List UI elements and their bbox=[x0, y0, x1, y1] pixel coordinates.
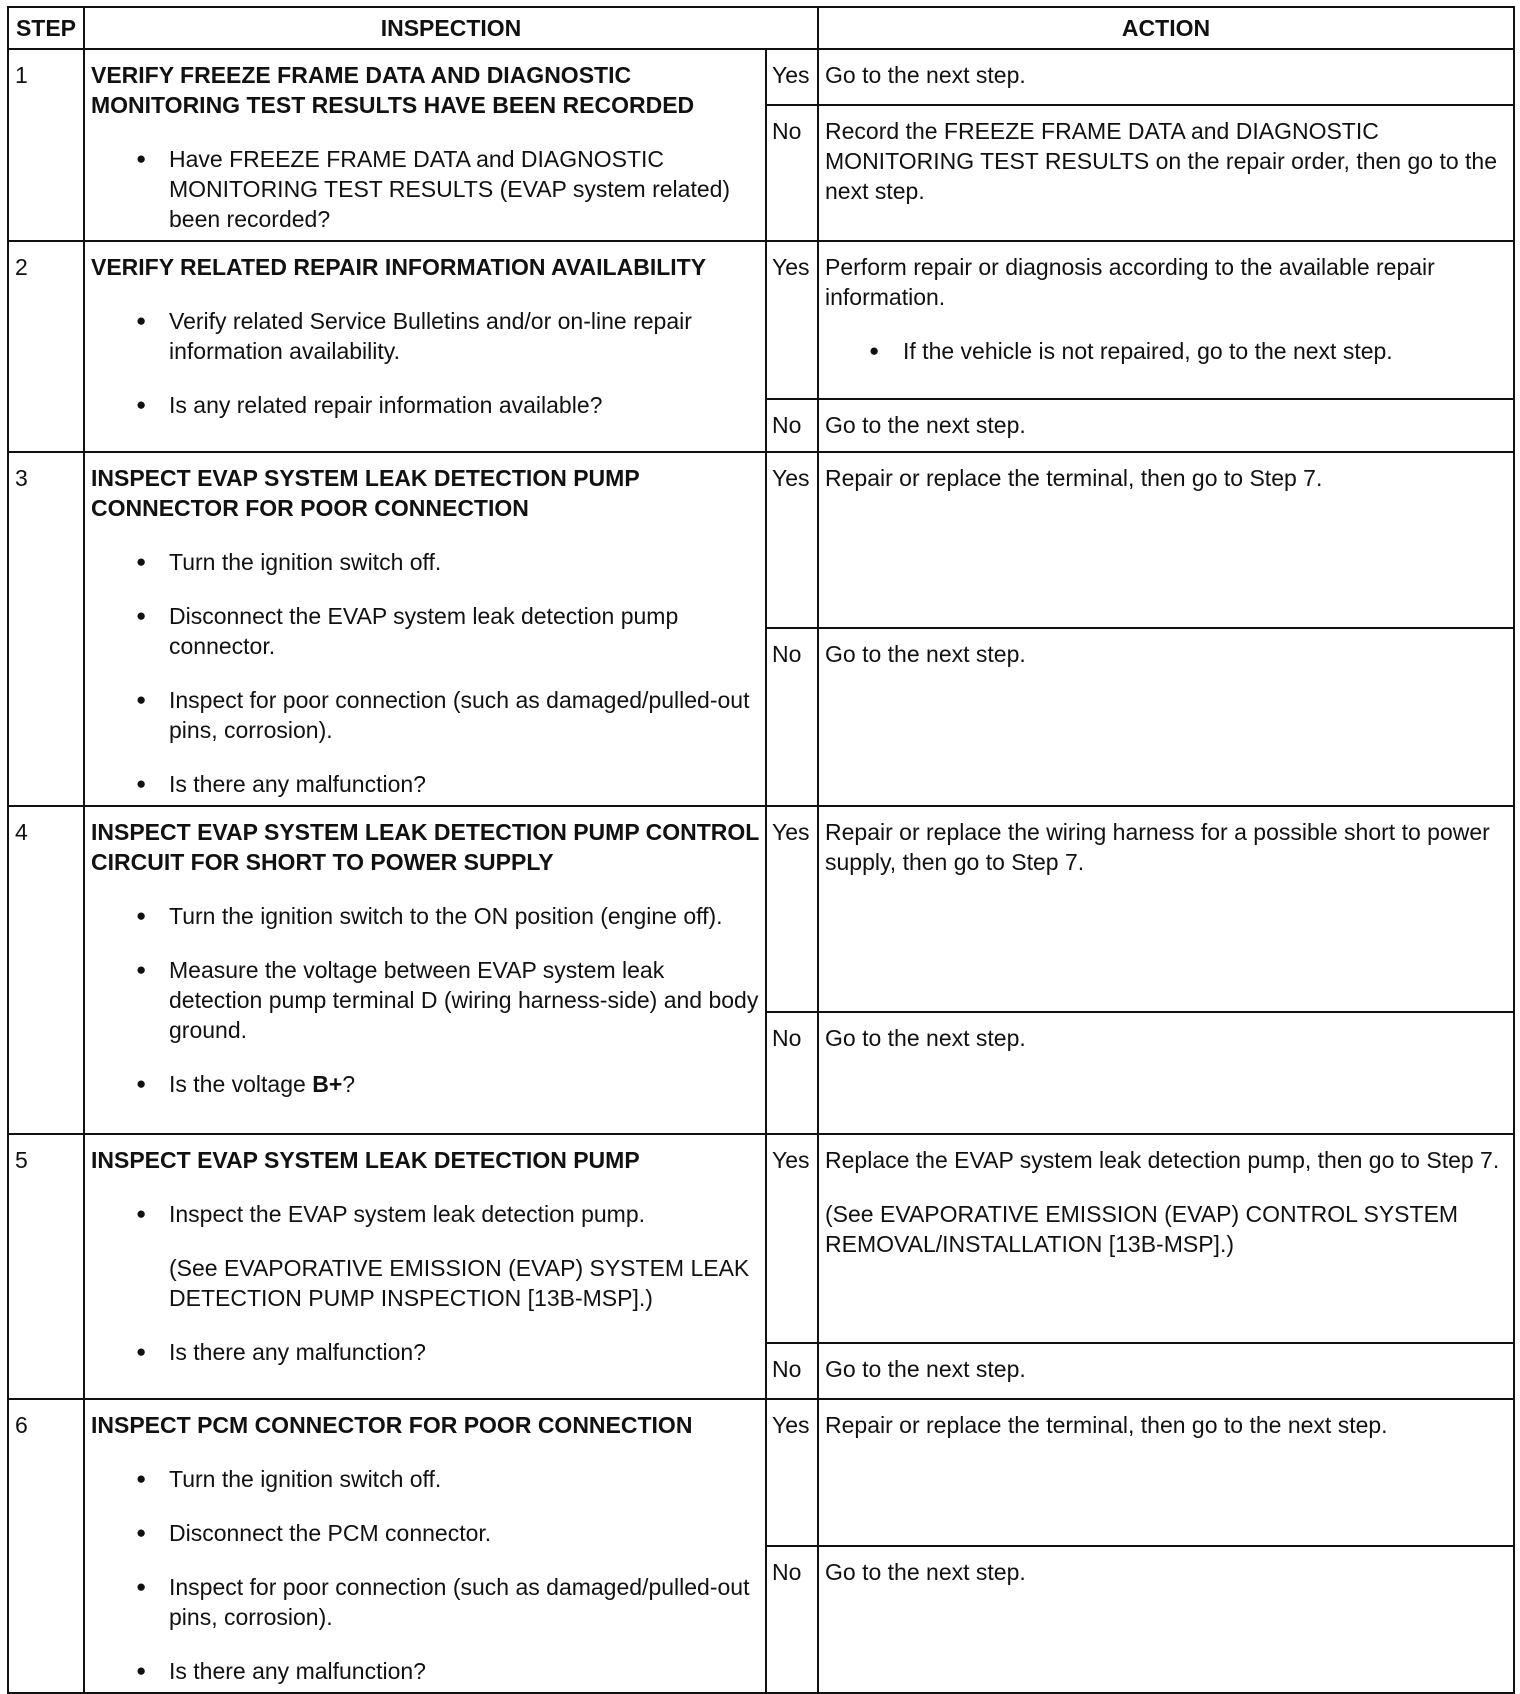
no-label: No bbox=[766, 399, 818, 452]
inspection-bullet: ● Verify related Service Bulletins and/or on-line repair information availability. bbox=[91, 306, 759, 366]
step-title: VERIFY FREEZE FRAME DATA AND DIAGNOSTIC MONITORING TEST RESULTS HAVE BEEN RECORDED bbox=[91, 62, 695, 118]
step-title: INSPECT EVAP SYSTEM LEAK DETECTION PUMP CONTROL CIRCUIT FOR SHORT TO POWER SUPPLY bbox=[91, 819, 759, 875]
bullet-text: Inspect the EVAP system leak detection pump. bbox=[169, 1201, 646, 1227]
inspection-bullet: ● Disconnect the PCM connector. bbox=[91, 1518, 759, 1548]
yes-action-cell bbox=[818, 241, 1514, 399]
step-3-inspection bbox=[84, 452, 766, 806]
inspection-bullet: ● Have FREEZE FRAME DATA and DIAGNOSTIC MONITORING TEST RESULTS (EVAP system related) been recorded? bbox=[91, 144, 759, 234]
yes-action: Repair or replace the terminal, then go to Step 7. bbox=[818, 452, 1514, 628]
step-title: INSPECT EVAP SYSTEM LEAK DETECTION PUMP bbox=[91, 1147, 640, 1173]
bullet-text: ? bbox=[342, 1071, 356, 1097]
header-row bbox=[8, 7, 1514, 49]
step-5-inspection bbox=[84, 1134, 766, 1399]
no-label: No bbox=[766, 1012, 818, 1134]
inspection-bullet bbox=[91, 1069, 759, 1099]
yes-label: Yes bbox=[766, 452, 818, 628]
yes-action: Replace the EVAP system leak detection pump, then go to Step 7. bbox=[825, 1147, 1500, 1173]
step-number: 2 bbox=[8, 241, 84, 452]
bullet-text: Is the voltage bbox=[169, 1071, 313, 1097]
no-label: No bbox=[766, 105, 818, 241]
yes-action: Perform repair or diagnosis according to the available repair information. bbox=[825, 254, 1435, 310]
step-number: 6 bbox=[8, 1399, 84, 1693]
step-title: INSPECT PCM CONNECTOR FOR POOR CONNECTION bbox=[91, 1412, 693, 1438]
no-action: Go to the next step. bbox=[818, 1546, 1514, 1693]
no-label: No bbox=[766, 1343, 818, 1399]
yes-action-bullet: ● If the vehicle is not repaired, go to the next step. bbox=[825, 336, 1505, 366]
step-2-yes-row bbox=[8, 241, 1514, 399]
step-title: VERIFY RELATED REPAIR INFORMATION AVAILABILITY bbox=[91, 254, 707, 280]
step-number: 4 bbox=[8, 806, 84, 1134]
inspection-bullet bbox=[91, 1199, 759, 1313]
step-4-inspection bbox=[84, 806, 766, 1134]
no-action: Go to the next step. bbox=[818, 628, 1514, 806]
step-6-yes-row bbox=[8, 1399, 1514, 1546]
header-inspection: INSPECTION bbox=[84, 7, 818, 49]
step-1-inspection bbox=[84, 49, 766, 241]
inspection-bullet: ● Turn the ignition switch off. bbox=[91, 1464, 759, 1494]
yes-action: Go to the next step. bbox=[818, 49, 1514, 105]
header-action: ACTION bbox=[818, 7, 1514, 49]
yes-label: Yes bbox=[766, 1399, 818, 1546]
diagnostic-procedure-table bbox=[7, 6, 1515, 1694]
no-action: Record the FREEZE FRAME DATA and DIAGNOSTIC MONITORING TEST RESULTS on the repair order, then go to the next step. bbox=[818, 105, 1514, 241]
reference-note: (See EVAPORATIVE EMISSION (EVAP) SYSTEM LEAK DETECTION PUMP INSPECTION [13B-MSP].) bbox=[169, 1255, 750, 1311]
yes-label: Yes bbox=[766, 49, 818, 105]
voltage-value: B+ bbox=[312, 1071, 343, 1097]
step-number: 1 bbox=[8, 49, 84, 241]
yes-action-cell bbox=[818, 1134, 1514, 1343]
header-step: STEP bbox=[8, 7, 84, 49]
step-6-inspection bbox=[84, 1399, 766, 1693]
step-3-yes-row bbox=[8, 452, 1514, 628]
no-action: Go to the next step. bbox=[818, 399, 1514, 452]
inspection-bullet: ● Is there any malfunction? bbox=[91, 769, 759, 799]
yes-label: Yes bbox=[766, 806, 818, 1012]
no-label: No bbox=[766, 1546, 818, 1693]
inspection-bullet: ● Disconnect the EVAP system leak detection pump connector. bbox=[91, 601, 759, 661]
step-4-yes-row bbox=[8, 806, 1514, 1012]
step-2-inspection bbox=[84, 241, 766, 452]
yes-action: Repair or replace the terminal, then go to the next step. bbox=[818, 1399, 1514, 1546]
no-action: Go to the next step. bbox=[818, 1012, 1514, 1134]
inspection-bullet: ● Measure the voltage between EVAP system leak detection pump terminal D (wiring harness-side) and body ground. bbox=[91, 955, 759, 1045]
inspection-bullet: ● Is there any malfunction? bbox=[91, 1337, 759, 1367]
no-action: Go to the next step. bbox=[818, 1343, 1514, 1399]
yes-label: Yes bbox=[766, 1134, 818, 1343]
inspection-bullet: ● Is there any malfunction? bbox=[91, 1656, 759, 1686]
step-5-yes-row bbox=[8, 1134, 1514, 1343]
inspection-bullet: ● Turn the ignition switch to the ON position (engine off). bbox=[91, 901, 759, 931]
inspection-bullet: ● Is any related repair information available? bbox=[91, 390, 759, 420]
step-1-yes-row bbox=[8, 49, 1514, 105]
reference-note: (See EVAPORATIVE EMISSION (EVAP) CONTROL SYSTEM REMOVAL/INSTALLATION [13B-MSP].) bbox=[825, 1201, 1459, 1257]
inspection-bullet: ● Turn the ignition switch off. bbox=[91, 547, 759, 577]
yes-label: Yes bbox=[766, 241, 818, 399]
step-number: 5 bbox=[8, 1134, 84, 1399]
yes-action: Repair or replace the wiring harness for a possible short to power supply, then go to Step 7. bbox=[818, 806, 1514, 1012]
no-label: No bbox=[766, 628, 818, 806]
inspection-bullet: ● Inspect for poor connection (such as damaged/pulled-out pins, corrosion). bbox=[91, 685, 759, 745]
step-number: 3 bbox=[8, 452, 84, 806]
step-title: INSPECT EVAP SYSTEM LEAK DETECTION PUMP CONNECTOR FOR POOR CONNECTION bbox=[91, 465, 640, 521]
inspection-bullet: ● Inspect for poor connection (such as damaged/pulled-out pins, corrosion). bbox=[91, 1572, 759, 1632]
